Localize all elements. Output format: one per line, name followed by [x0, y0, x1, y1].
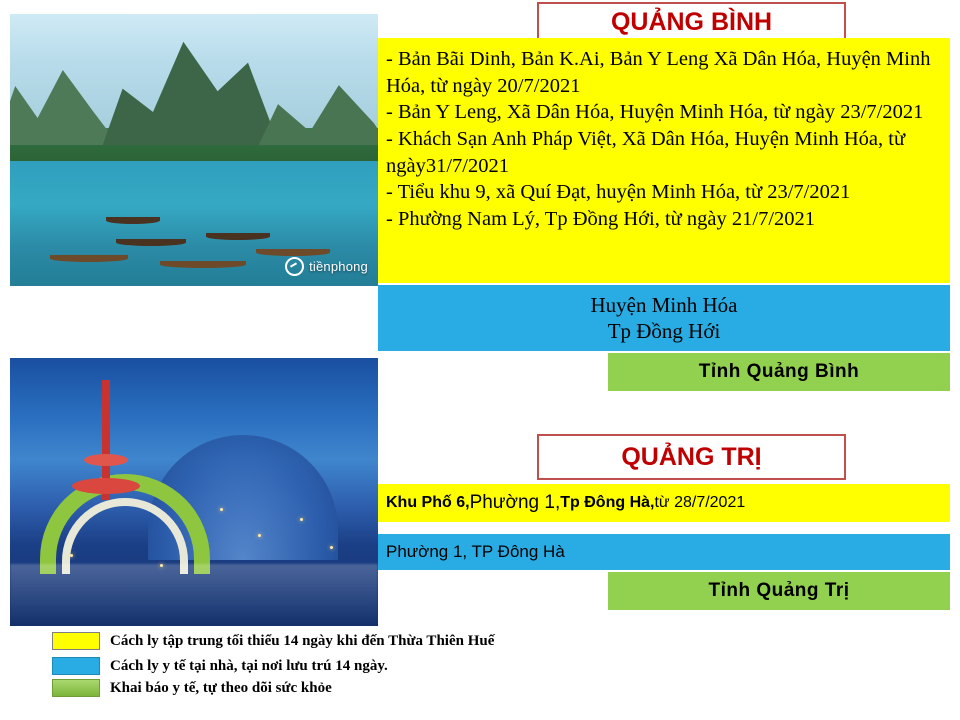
boat: [106, 217, 160, 224]
quang-binh-blue-line: Huyện Minh Hóa: [590, 292, 738, 317]
quang-tri-green-panel: [608, 572, 950, 610]
quang-tri-yellow-seg-b: Phường 1,: [469, 492, 561, 513]
quang-binh-yellow-line: - Bản Bãi Dinh, Bản K.Ai, Bản Y Leng Xã Dân Hóa, Huyện Minh Hóa, từ ngày 20/7/2021: [386, 48, 931, 97]
tower-disc: [72, 478, 140, 494]
legend: [52, 632, 752, 704]
quang-tri-blue-panel: [378, 534, 950, 570]
legend-item: [52, 657, 752, 675]
boat: [206, 233, 270, 240]
boat: [256, 249, 330, 256]
quang-tri-yellow-seg-a: Khu Phố 6,: [386, 494, 470, 511]
quang-binh-green-panel: [608, 353, 950, 391]
light-dot: [160, 564, 163, 567]
quang-binh-green-label: Tỉnh Quảng Bình: [698, 361, 860, 382]
quang-binh-blue-line: Tp Đồng Hới: [607, 319, 721, 343]
quang-tri-yellow-seg-d: từ 28/7/2021: [654, 494, 746, 511]
quang-binh-blue-panel: [378, 285, 950, 351]
quang-binh-yellow-line: - Khách Sạn Anh Pháp Việt, Xã Dân Hóa, Huyện Minh Hóa, từ ngày31/7/2021: [386, 127, 906, 177]
light-dot: [258, 534, 261, 537]
quang-tri-blue-line: Phường 1, TP Đông Hà: [386, 542, 565, 561]
legend-swatch-yellow: [52, 632, 100, 650]
quang-binh-title-box: [537, 2, 846, 42]
watermark-text: tiềnphong: [309, 259, 368, 274]
quang-tri-yellow-seg-c: Tp Đông Hà,: [560, 494, 655, 511]
legend-swatch-blue: [52, 657, 100, 675]
boat: [116, 239, 186, 246]
boat: [160, 261, 246, 268]
boat: [50, 255, 128, 262]
legend-item: [52, 679, 752, 697]
legend-label: Cách ly y tế tại nhà, tại nơi lưu trú 14 ngày.: [110, 657, 388, 674]
quang-tri-title-box: [537, 434, 846, 480]
quang-binh-yellow-panel: [378, 38, 950, 283]
photo-watermark: [285, 257, 368, 276]
quang-tri-title: QUẢNG TRỊ: [621, 442, 762, 471]
light-dot: [70, 554, 73, 557]
legend-item: [52, 632, 752, 650]
legend-label: Khai báo y tế, tự theo dõi sức khỏe: [110, 679, 332, 696]
watermark-logo-icon: [285, 257, 304, 276]
quang-binh-title: QUẢNG BÌNH: [610, 7, 773, 36]
quang-binh-yellow-line: - Tiểu khu 9, xã Quí Đạt, huyện Minh Hóa, từ 23/7/2021: [386, 181, 851, 204]
water-reflection: [10, 564, 378, 626]
tower-disc: [84, 454, 128, 466]
quang-binh-yellow-line: - Bản Y Leng, Xã Dân Hóa, Huyện Minh Hóa, từ ngày 23/7/2021: [386, 101, 924, 124]
quang-tri-green-label: Tỉnh Quảng Trị: [708, 580, 850, 601]
light-dot: [330, 546, 333, 549]
legend-swatch-green: [52, 679, 100, 697]
light-dot: [300, 518, 303, 521]
quang-binh-yellow-line: - Phường Nam Lý, Tp Đồng Hới, từ ngày 21/7/2021: [386, 207, 816, 230]
light-dot: [220, 508, 223, 511]
quang-binh-landscape-photo: [10, 14, 378, 286]
quang-tri-yellow-panel: [378, 484, 950, 522]
legend-label: Cách ly tập trung tối thiểu 14 ngày khi đến Thừa Thiên Huế: [110, 632, 495, 649]
quang-tri-night-photo: [10, 358, 378, 626]
